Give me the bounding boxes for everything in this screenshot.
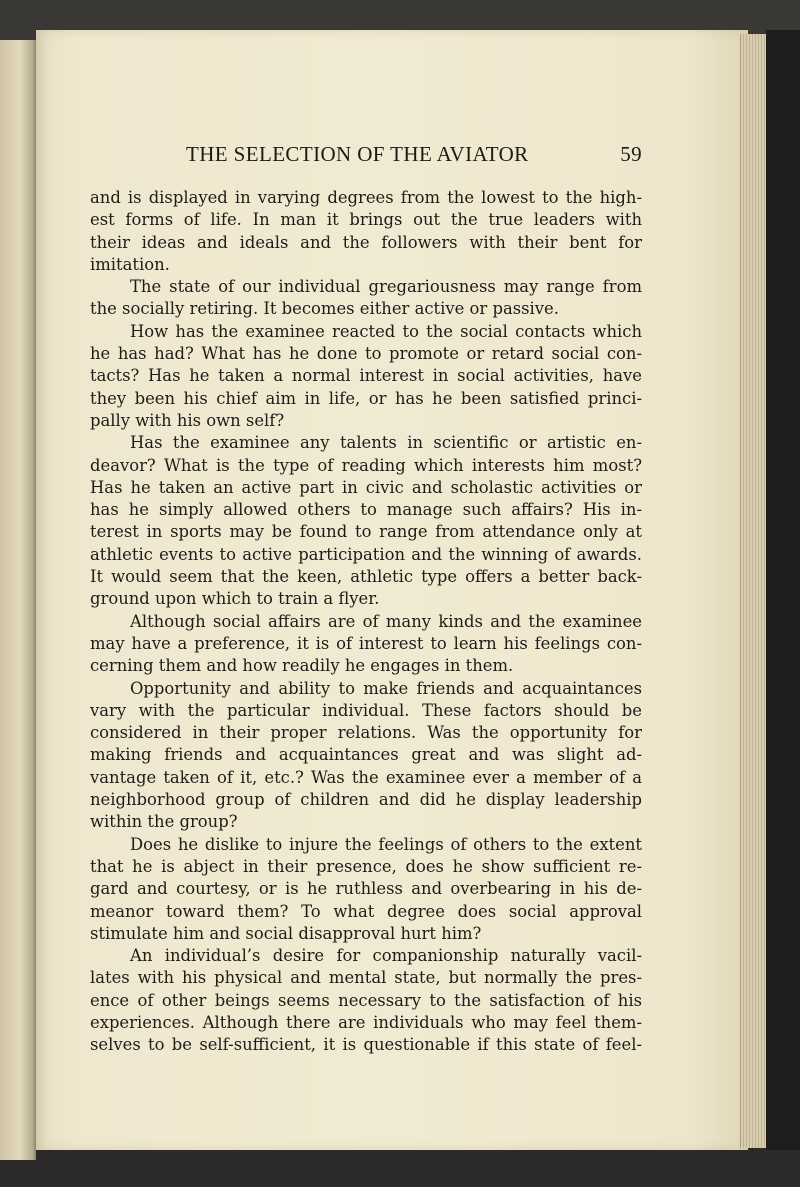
- page-number: 59: [620, 142, 642, 166]
- text-line: considered in their proper relations. Was the opportunity for: [90, 723, 642, 743]
- text-line: ground upon which to train a flyer.: [90, 589, 380, 609]
- text-line: they been his chief aim in life, or has he been satisfied princi-: [90, 388, 642, 408]
- text-line: stimulate him and social disapproval hurt him?: [90, 923, 482, 943]
- text-line: within the group?: [90, 812, 238, 832]
- text-line: pally with his own self?: [90, 410, 285, 430]
- text-line: Although social affairs are of many kinds and the examinee: [130, 611, 642, 631]
- text-line: the socially retiring. It becomes either active or passive.: [90, 299, 559, 319]
- page-header: [186, 142, 642, 168]
- paragraph: [90, 432, 642, 610]
- text-line: ence of other beings seems necessary to the satisfaction of his: [90, 990, 642, 1010]
- page-block-edge: [740, 34, 767, 1148]
- background-shadow: [766, 30, 800, 1150]
- text-line: cerning them and how readily he engages in them.: [90, 656, 514, 676]
- text-line: neighborhood group of children and did he display leadership: [90, 790, 642, 810]
- text-line: he has had? What has he done to promote or retard social con-: [90, 344, 642, 364]
- text-line: athletic events to active participation and the winning of awards.: [90, 544, 642, 564]
- text-line: est forms of life. In man it brings out the true leaders with: [90, 210, 642, 230]
- text-line: making friends and acquaintances great and was slight ad-: [90, 745, 642, 765]
- text-line: Has he taken an active part in civic and scholastic activities or: [90, 477, 642, 497]
- text-line: vary with the particular individual. These factors should be: [90, 700, 642, 720]
- text-line: Does he dislike to injure the feelings of others to the extent: [130, 834, 642, 854]
- text-line: terest in sports may be found to range from attendance only at: [90, 522, 642, 542]
- paragraph: [90, 611, 642, 678]
- text-line: may have a preference, it is of interest to learn his feelings con-: [90, 633, 642, 653]
- text-line: selves to be self-sufficient, it is questionable if this state of feel-: [90, 1035, 642, 1055]
- text-line: How has the examinee reacted to the social contacts which: [130, 321, 642, 341]
- text-line: tacts? Has he taken a normal interest in social activities, have: [90, 366, 642, 386]
- text-line: has he simply allowed others to manage such affairs? His in-: [90, 500, 642, 520]
- text-line: gard and courtesy, or is he ruthless and overbearing in his de-: [90, 879, 642, 899]
- text-line: deavor? What is the type of reading which interests him most?: [90, 455, 642, 475]
- paragraph: [90, 321, 642, 432]
- text-line: An individual’s desire for companionship naturally vacil-: [130, 946, 642, 966]
- text-line: that he is abject in their presence, does he show sufficient re-: [90, 856, 642, 876]
- paragraph: [90, 187, 642, 276]
- text-line: Has the examinee any talents in scientific or artistic en-: [130, 433, 642, 453]
- text-line: Opportunity and ability to make friends and acquaintances: [130, 678, 642, 698]
- paragraph: [90, 678, 642, 834]
- running-head: THE SELECTION OF THE AVIATOR: [186, 142, 529, 166]
- text-line: vantage taken of it, etc.? Was the examinee ever a member of a: [90, 767, 642, 787]
- text-line: meanor toward them? To what degree does social approval: [90, 901, 642, 921]
- paragraph: [90, 945, 642, 1056]
- text-line: their ideas and ideals and the followers with their bent for: [90, 232, 642, 252]
- paragraph: [90, 834, 642, 945]
- text-line: lates with his physical and mental state, but normally the pres-: [90, 968, 642, 988]
- paragraph: [90, 276, 642, 321]
- text-line: The state of our individual gregariousness may range from: [130, 277, 642, 297]
- text-line: imitation.: [90, 254, 170, 274]
- facing-page-edge: [0, 40, 36, 1160]
- body-text: [90, 187, 642, 1057]
- text-line: It would seem that the keen, athletic type offers a better back-: [90, 567, 642, 587]
- text-line: experiences. Although there are individuals who may feel them-: [90, 1012, 642, 1032]
- text-line: and is displayed in varying degrees from the lowest to the high-: [90, 188, 642, 207]
